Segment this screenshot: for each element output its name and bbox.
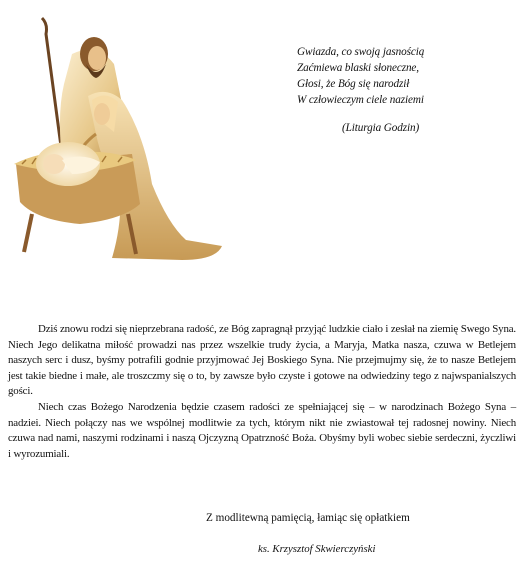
- poem-line: Zaćmiewa blaski słoneczne,: [297, 62, 419, 74]
- staff-shape: [42, 18, 62, 154]
- infant-jesus: [36, 142, 100, 186]
- closing-line: Z modlitewną pamięcią, łamiąc się opłatkiem: [206, 512, 410, 524]
- poem-line: Głosi, że Bóg się narodził: [297, 78, 410, 90]
- poem-source: (Liturgia Godzin): [342, 122, 420, 134]
- poem-line: W człowieczym ciele naziemi: [297, 94, 424, 106]
- body-paragraph: Dziś znowu rodzi się nieprzebrana radość, ze Bóg zapragnął przyjąć ludzkie ciało i zesłał na ziemię Swego Syna. Niech Jego delikatna miłość prowadzi nas przez wszelkie trudy życia, a Maryja, Matka nasza, czuwa w Betlejem naszych serc i dusz, byśmy potrafili godnie przyjmować Jej Boskiego Syna. Nie przejmujmy się, że to nasze Betlejem jest takie biedne i małe, ale troszczmy się o to, by zawsze było czyste i gotowe na odwiedziny tego z najwspanialszych gości.: [8, 323, 516, 398]
- poem-line: Gwiazda, co swoją jasnością: [297, 46, 425, 58]
- poem: [297, 44, 527, 136]
- nativity-illustration: [2, 14, 230, 266]
- body-paragraph: Niech czas Bożego Narodzenia będzie czasem radości ze spełniającej się – w narodzinach Bożego Syna – nadziei. Niech połączy nas we wspólnej modlitwie za tych, którym nikt nie zwiastował tej radosnej nowiny. Niech czuwa nad nami, naszymi rodzinami i naszą Ojczyzną Opatrzność Boża. Obyśmy byli wobec siebie serdeczni, życzliwi i wyrozumiali.: [8, 400, 516, 460]
- greeting-body: [8, 322, 516, 462]
- signature: ks. Krzysztof Skwierczyński: [258, 543, 376, 555]
